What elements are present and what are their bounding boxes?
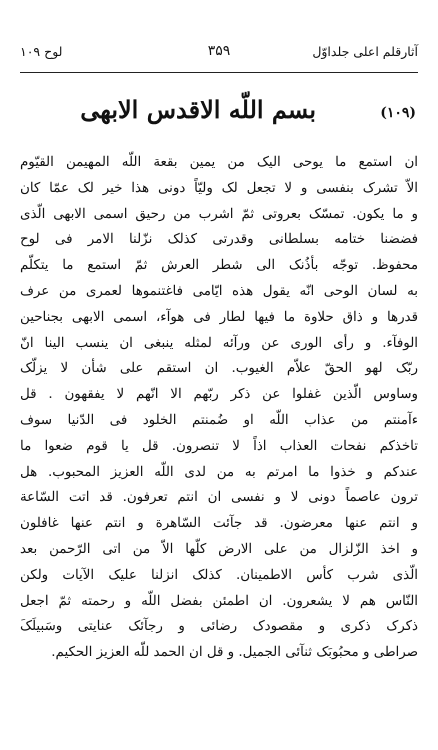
body-line: و انتم عنها معرضون. قد جآئت السّاهرة و انتم عنها غافلون xyxy=(20,516,418,532)
body-line: ذکرک ذکری و مقصودک رضائی و رجآئک عنایتی وسَبیلَکَ xyxy=(20,619,418,635)
body-line: ربّک لهو الحقّ علاّم الغیوب. ان استقم علی شأن لا یزلّک xyxy=(20,361,418,377)
header-rule xyxy=(20,72,418,73)
body-line: فضضنا ختامه بسلطانی وقدرتی کذلک نزّلنا الامر فی لوح xyxy=(20,232,418,248)
book-title: آثارقلم اعلی جلداوّل xyxy=(312,44,418,59)
body-line: الاّ تشرک بنفسی و لا تجعل لک ولیّاً دونی هذا خیر لک عمّا کان xyxy=(20,180,418,196)
tablet-body xyxy=(20,150,418,666)
body-line: الّذی شرب کأس الاطمینان. کذلک انزلنا علیک الآیات ولکن xyxy=(20,567,418,583)
body-line: الوفآء. و رأی الوری عن ورآئه لمثله ینبغی ان ینسب الینا انّ xyxy=(20,335,418,351)
body-line: النّاس هم لا یشعرون. ان اطمئن بفضل اللّه و رحمته ثمّ اجعل xyxy=(20,593,418,609)
body-line: ءآمنتم من عذاب اللّه او ضُمنتم الخلود فی الدّنیا سوف xyxy=(20,412,418,428)
body-line: تاخذکم نفحات العذاب اذاً لا تنصرون. قل یا قوم ضعوا ما xyxy=(20,438,418,454)
body-line: ترون عاصماً دونی لا و نفسی ان انتم تعرفون. قد اتت السّاعة xyxy=(20,490,418,506)
running-header xyxy=(20,40,418,68)
tablet-heading-number: (۱۰۹) xyxy=(380,105,416,121)
body-line: به لسان الوحی انّه یقول هذه ایّامی فاغتنموها لعمری من عرف xyxy=(20,283,418,299)
body-line: عندکم و خذوا ما امرتم به من لدی اللّه العزیز المحبوب. هل xyxy=(20,464,418,480)
tablet-number: لوح ۱۰۹ xyxy=(20,44,63,59)
page-number: ۳۵۹ xyxy=(207,43,231,59)
body-line: و اخذ الزّلزال من علی الارض کلّها الاّ من اتی الرّحمن بعد xyxy=(20,541,418,557)
body-line: محفوظ. توجّه بأذُنک الی شطر العرش ثمّ استمع ما یتکلّم xyxy=(20,258,418,274)
body-line: قدرها و ذاق حلاوة ما فیها لطار فی هوآء، اسمی الابهی بجناحین xyxy=(20,309,418,325)
body-line: وساوس الّذین غفلوا عن ذکر ربّهم الا انّهم لا یفقهون . قل xyxy=(20,387,418,403)
invocation-title: بسم اللّه الاقدس الابهی xyxy=(80,95,316,124)
body-line: صراطی و محبُوبَک ثنآئی الجمیل. و قل ان الحمد للّه العزیز الحکیم. xyxy=(51,645,418,661)
body-line: و ما یکون. تمسّک بعروتی ثمّ اشرب من رحیق اسمی الابهی الّذی xyxy=(20,206,418,222)
tablet-heading xyxy=(20,95,418,135)
body-line: ان استمع ما یوحی الیک من یمین بقعة اللّه المهیمن القیّوم xyxy=(20,155,418,170)
